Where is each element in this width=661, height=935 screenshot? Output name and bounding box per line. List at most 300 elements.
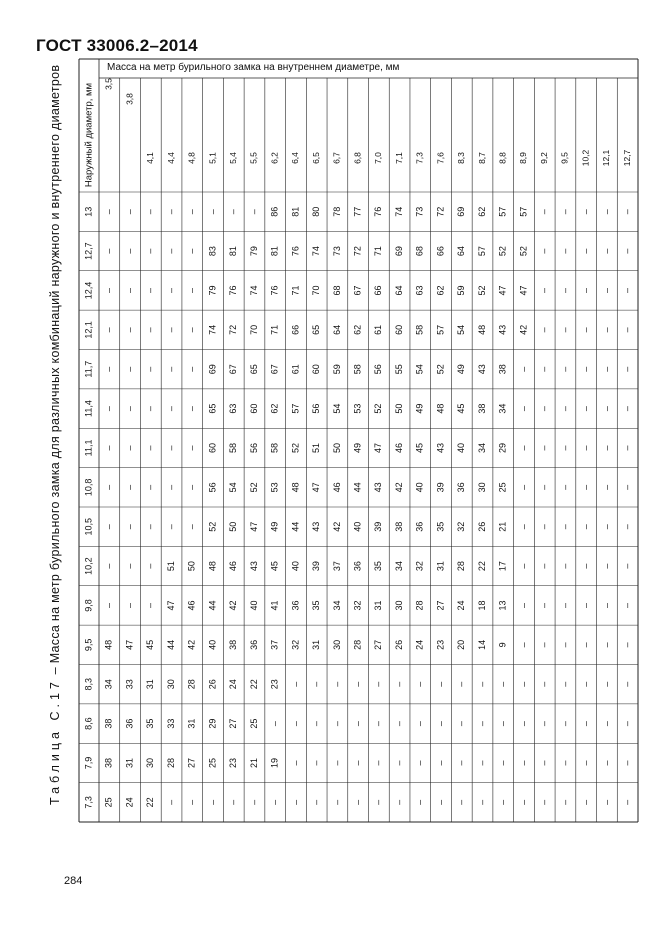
table-cell: – xyxy=(601,287,612,293)
table-cell: 28 xyxy=(456,561,467,572)
table-cell: 64 xyxy=(393,285,404,296)
outer-diameter-label: 4,8 xyxy=(186,152,197,164)
inner-diameter-label: 11,1 xyxy=(83,439,94,457)
table-cell: 81 xyxy=(228,246,239,257)
table-cell: 81 xyxy=(269,246,280,257)
table-cell: – xyxy=(559,366,570,372)
table-cell: – xyxy=(165,209,176,215)
table-cell: – xyxy=(539,721,550,727)
inner-diameter-label: 12,7 xyxy=(83,242,94,260)
table-cell: – xyxy=(228,799,239,805)
table-cell: 61 xyxy=(373,324,384,335)
table-cell: – xyxy=(331,760,342,766)
table-cell: – xyxy=(497,799,508,805)
table-cell: 30 xyxy=(145,757,156,768)
table-cell: 50 xyxy=(331,442,342,453)
table-cell: – xyxy=(165,366,176,372)
outer-diameter-label: 9,5 xyxy=(559,152,570,164)
table-cell: 40 xyxy=(456,442,467,453)
table-cell: 57 xyxy=(497,206,508,217)
inner-diameter-label: 7,3 xyxy=(83,796,94,809)
table-cell: – xyxy=(456,681,467,687)
table-cell: 40 xyxy=(248,600,259,611)
outer-diameter-label: 8,9 xyxy=(518,152,529,164)
table-cell: 66 xyxy=(290,324,301,335)
inner-diameter-label: 7,9 xyxy=(83,756,94,770)
table-cell: 26 xyxy=(476,521,487,532)
outer-diameter-label: 5,5 xyxy=(248,152,259,164)
table-cell: – xyxy=(124,248,135,254)
table-cell: 25 xyxy=(248,718,259,729)
table-cell: 37 xyxy=(269,639,280,650)
table-cell: 34 xyxy=(103,679,114,690)
table-cell: 63 xyxy=(414,285,425,296)
table-cell: – xyxy=(352,721,363,727)
table-cell: – xyxy=(601,524,612,530)
table-cell: – xyxy=(145,287,156,293)
table-cell: 36 xyxy=(414,521,425,532)
table-cell: 31 xyxy=(124,757,135,768)
table-cell: 83 xyxy=(207,246,218,257)
table-cell: 80 xyxy=(311,206,322,217)
table-cell: 25 xyxy=(497,482,508,493)
table-cell: – xyxy=(559,327,570,333)
table-cell: – xyxy=(580,209,591,215)
table-cell: 43 xyxy=(373,482,384,493)
table-cell: 74 xyxy=(393,206,404,217)
table-cell: 68 xyxy=(331,285,342,296)
table-cell: 46 xyxy=(393,442,404,453)
table-cell: 34 xyxy=(393,561,404,572)
inner-diameter-label: 10,2 xyxy=(83,557,94,575)
table-cell: 57 xyxy=(435,324,446,335)
table-cell: 79 xyxy=(248,246,259,257)
inner-diameter-label: 12,4 xyxy=(83,281,94,300)
table-cell: 36 xyxy=(352,561,363,572)
table-cell: 70 xyxy=(311,285,322,296)
table-cell: – xyxy=(476,799,487,805)
table-cell: 60 xyxy=(393,324,404,335)
table-cell: 33 xyxy=(165,718,176,729)
table-cell: – xyxy=(186,799,197,805)
table-cell: – xyxy=(290,721,301,727)
table-cell: – xyxy=(248,209,259,215)
table-cell: – xyxy=(145,327,156,333)
table-cell: 32 xyxy=(352,600,363,611)
table-cell: 51 xyxy=(165,561,176,572)
table-caption-label: Таблица С.17 xyxy=(48,678,62,805)
table-cell: 45 xyxy=(456,403,467,414)
table-cell: – xyxy=(559,721,570,727)
table-cell: – xyxy=(414,721,425,727)
inner-diameter-label: 9,8 xyxy=(83,599,94,612)
table-cell: – xyxy=(124,327,135,333)
table-cell: 86 xyxy=(269,206,280,217)
table-cell: – xyxy=(145,366,156,372)
table-cell: 34 xyxy=(476,442,487,453)
table-cell: – xyxy=(414,760,425,766)
table-cell: 40 xyxy=(207,639,218,650)
inner-diameter-label: 10,8 xyxy=(83,478,94,497)
table-cell: – xyxy=(124,366,135,372)
table-cell: 37 xyxy=(331,561,342,572)
table-cell: – xyxy=(601,563,612,569)
table-cell: – xyxy=(414,799,425,805)
table-cell: 28 xyxy=(186,679,197,690)
table-cell: – xyxy=(518,799,529,805)
table-cell: – xyxy=(207,799,218,805)
table-cell: 44 xyxy=(352,482,363,493)
table-cell: – xyxy=(518,524,529,530)
table-cell: – xyxy=(269,799,280,805)
table-cell: 28 xyxy=(414,600,425,611)
table-cell: 77 xyxy=(352,206,363,217)
table-cell: 26 xyxy=(207,679,218,690)
table-cell: 24 xyxy=(228,679,239,690)
inner-diameter-label: 9,5 xyxy=(83,638,94,652)
table-cell: – xyxy=(103,445,114,451)
table-cell: – xyxy=(539,209,550,215)
table-cell: – xyxy=(311,799,322,805)
table-cell: 50 xyxy=(228,521,239,532)
outer-diameter-label: 5,4 xyxy=(228,152,238,164)
table-cell: 38 xyxy=(228,639,239,650)
table-cell: 58 xyxy=(414,324,425,335)
table-cell: 60 xyxy=(311,364,322,375)
table-cell: – xyxy=(497,681,508,687)
table-cell: – xyxy=(373,681,384,687)
table-cell: – xyxy=(580,406,591,412)
table-cell: – xyxy=(186,366,197,372)
table-cell: 65 xyxy=(248,364,259,375)
outer-diameter-label: 6,2 xyxy=(269,152,280,164)
table-cell: – xyxy=(622,366,633,372)
table-cell: 52 xyxy=(248,482,259,493)
table-cell: 47 xyxy=(165,600,176,611)
table-cell: – xyxy=(186,248,197,254)
table-cell: 29 xyxy=(207,718,218,729)
table-cell: – xyxy=(622,681,633,687)
table-cell: – xyxy=(124,524,135,530)
table-cell: 50 xyxy=(393,403,404,414)
table-cell: – xyxy=(518,721,529,727)
table-cell: 73 xyxy=(414,206,425,217)
table-cell: 36 xyxy=(290,600,301,611)
outer-diameter-label: 7,0 xyxy=(373,152,384,164)
table-cell: 52 xyxy=(476,285,487,296)
table-cell: – xyxy=(622,209,633,215)
table-cell: 48 xyxy=(103,639,114,650)
table-cell: – xyxy=(539,406,550,412)
table-cell: – xyxy=(393,681,404,687)
table-cell: – xyxy=(435,681,446,687)
table-cell: 47 xyxy=(124,639,135,650)
table-cell: – xyxy=(622,524,633,530)
table-cell: 74 xyxy=(311,246,322,257)
table-cell: 18 xyxy=(476,600,487,611)
table-cell: 54 xyxy=(228,482,239,493)
outer-diameter-label: 10,2 xyxy=(580,149,591,167)
table-cell: 47 xyxy=(248,521,259,532)
table-cell: – xyxy=(393,799,404,805)
table-cell: 68 xyxy=(414,246,425,257)
table-caption-text: – Масса на метр бурильного замка для различных комбинаций наружного и внутреннего диаметров xyxy=(48,64,62,675)
table-cell: 27 xyxy=(186,757,197,768)
table-cell: 56 xyxy=(207,482,218,493)
table-cell: 26 xyxy=(393,639,404,650)
table-cell: – xyxy=(559,445,570,451)
table-cell: 46 xyxy=(186,600,197,611)
table-cell: 79 xyxy=(207,285,218,296)
table-cell: – xyxy=(331,721,342,727)
table-cell: – xyxy=(539,563,550,569)
table-cell: – xyxy=(580,760,591,766)
table-cell: 62 xyxy=(269,403,280,414)
table-cell: 56 xyxy=(248,442,259,453)
outer-diameter-label: 6,7 xyxy=(331,152,342,164)
table-cell: – xyxy=(124,287,135,293)
table-cell: 38 xyxy=(103,757,114,768)
table-cell: – xyxy=(601,484,612,490)
table-cell: 36 xyxy=(248,639,259,650)
table-cell: 43 xyxy=(248,561,259,572)
table-cell: – xyxy=(559,248,570,254)
table-cell: 58 xyxy=(352,364,363,375)
table-cell: 36 xyxy=(124,718,135,729)
table-cell: 49 xyxy=(269,521,280,532)
table-cell: 45 xyxy=(269,561,280,572)
table-cell: – xyxy=(518,760,529,766)
table-cell: – xyxy=(559,287,570,293)
table-cell: – xyxy=(580,327,591,333)
table-cell: – xyxy=(165,406,176,412)
table-cell: – xyxy=(186,327,197,333)
table-cell: 31 xyxy=(145,679,156,690)
outer-diameter-label: 3,5 xyxy=(103,78,114,90)
table-cell: – xyxy=(539,484,550,490)
table-cell: – xyxy=(145,563,156,569)
table-cell: – xyxy=(331,799,342,805)
table-cell: 38 xyxy=(497,364,508,375)
table-cell: 51 xyxy=(311,442,322,453)
table-cell: 33 xyxy=(124,679,135,690)
table-cell: 49 xyxy=(456,364,467,375)
table-cell: 38 xyxy=(103,718,114,729)
table-cell: 31 xyxy=(435,561,446,572)
table-cell: – xyxy=(518,681,529,687)
table-cell: 63 xyxy=(228,403,239,414)
table-cell: – xyxy=(269,721,280,727)
outer-diameter-header: Наружный диаметр, мм xyxy=(83,82,95,188)
table-cell: 59 xyxy=(331,364,342,375)
table-cell: 81 xyxy=(290,206,301,217)
table-cell: – xyxy=(311,721,322,727)
table-cell: – xyxy=(373,799,384,805)
table-cell: – xyxy=(622,642,633,648)
table-cell: 24 xyxy=(414,639,425,650)
table-cell: 61 xyxy=(290,364,301,375)
table-cell: – xyxy=(103,563,114,569)
table-cell: – xyxy=(580,602,591,608)
table-cell: 76 xyxy=(269,285,280,296)
table-cell: 40 xyxy=(414,482,425,493)
table-cell: – xyxy=(186,524,197,530)
table-cell: – xyxy=(559,563,570,569)
table-cell: 35 xyxy=(373,561,384,572)
table-cell: – xyxy=(352,760,363,766)
table-cell: 35 xyxy=(311,600,322,611)
table-cell: – xyxy=(539,287,550,293)
inner-diameter-label: 11,4 xyxy=(83,400,94,417)
table-cell: 9 xyxy=(497,642,508,648)
table-cell: 43 xyxy=(497,324,508,335)
table-cell: 56 xyxy=(311,403,322,414)
table-cell: 70 xyxy=(248,324,259,335)
table-cell: 53 xyxy=(352,403,363,414)
table-cell: – xyxy=(539,681,550,687)
table-cell: – xyxy=(580,642,591,648)
inner-diameter-label: 13 xyxy=(83,206,94,217)
table-cell: – xyxy=(145,445,156,451)
table-cell: – xyxy=(165,445,176,451)
table-cell: – xyxy=(580,445,591,451)
table-cell: – xyxy=(165,287,176,293)
table-cell: – xyxy=(559,406,570,412)
table-cell: 49 xyxy=(414,403,425,414)
table-cell: 54 xyxy=(331,403,342,414)
table-cell: 48 xyxy=(207,561,218,572)
table-cell: – xyxy=(103,524,114,530)
table-cell: – xyxy=(290,760,301,766)
table-cell: – xyxy=(124,563,135,569)
outer-diameter-label: 7,1 xyxy=(393,152,404,164)
outer-diameter-label: 7,3 xyxy=(414,152,425,164)
table-cell: – xyxy=(414,681,425,687)
table-cell: – xyxy=(207,209,218,215)
table-cell: 64 xyxy=(331,324,342,335)
table-cell: – xyxy=(248,799,259,805)
table-cell: – xyxy=(601,406,612,412)
table-cell: 47 xyxy=(311,482,322,493)
table-cell: 78 xyxy=(331,206,342,217)
table-cell: 47 xyxy=(497,285,508,296)
table-cell: 28 xyxy=(352,639,363,650)
table-cell: – xyxy=(580,563,591,569)
table-cell: 52 xyxy=(518,246,529,257)
table-cell: – xyxy=(145,209,156,215)
table-cell: 47 xyxy=(518,285,529,296)
table-cell: 48 xyxy=(435,403,446,414)
table-cell: 49 xyxy=(352,442,363,453)
table-cell: – xyxy=(539,524,550,530)
outer-diameter-label: 6,8 xyxy=(352,152,363,164)
table-cell: – xyxy=(186,287,197,293)
table-cell: – xyxy=(518,602,529,608)
outer-diameter-label: 8,8 xyxy=(497,152,508,164)
table-cell: – xyxy=(186,406,197,412)
table-cell: – xyxy=(103,602,114,608)
table-cell: – xyxy=(622,445,633,451)
table-cell: 52 xyxy=(497,246,508,257)
table-cell: 58 xyxy=(228,442,239,453)
table-cell: – xyxy=(165,524,176,530)
table-cell: 62 xyxy=(476,206,487,217)
table-cell: – xyxy=(435,721,446,727)
table-cell: 23 xyxy=(269,679,280,690)
table-cell: – xyxy=(601,681,612,687)
table-cell: 42 xyxy=(186,639,197,650)
table-cell: 38 xyxy=(476,403,487,414)
table-cell: 47 xyxy=(373,442,384,453)
table-cell: – xyxy=(124,406,135,412)
table-cell: 44 xyxy=(165,639,176,650)
table-cell: – xyxy=(103,484,114,490)
table-cell: – xyxy=(476,721,487,727)
table-cell: 69 xyxy=(393,246,404,257)
table-cell: 67 xyxy=(269,364,280,375)
table-cell: 69 xyxy=(456,206,467,217)
table-cell: – xyxy=(145,484,156,490)
table-cell: – xyxy=(601,327,612,333)
table-cell: 42 xyxy=(393,482,404,493)
table-cell: 58 xyxy=(269,442,280,453)
table-cell: – xyxy=(559,760,570,766)
table-cell: – xyxy=(539,760,550,766)
table-cell: – xyxy=(145,248,156,254)
outer-diameter-label: 5,1 xyxy=(207,152,218,164)
table-cell: 17 xyxy=(497,561,508,572)
table-cell: 73 xyxy=(331,246,342,257)
table-cell: – xyxy=(476,681,487,687)
table-cell: – xyxy=(559,602,570,608)
table-cell: 39 xyxy=(373,521,384,532)
table-cell: – xyxy=(186,209,197,215)
table-cell: 57 xyxy=(518,206,529,217)
table-cell: 22 xyxy=(145,797,156,808)
table-cell: – xyxy=(165,799,176,805)
table-cell: 55 xyxy=(393,364,404,375)
inner-diameter-label: 12,1 xyxy=(83,321,94,339)
table-cell: 22 xyxy=(476,561,487,572)
table-cell: – xyxy=(373,721,384,727)
table-cell: – xyxy=(456,721,467,727)
table-cell: 52 xyxy=(207,521,218,532)
table-cell: 59 xyxy=(456,285,467,296)
table-cell: – xyxy=(559,642,570,648)
table-cell: – xyxy=(559,799,570,805)
table-cell: – xyxy=(601,445,612,451)
table-cell: 27 xyxy=(435,600,446,611)
outer-diameter-label: 4,1 xyxy=(145,152,156,164)
table-cell: – xyxy=(580,524,591,530)
table-cell: 52 xyxy=(435,364,446,375)
table-cell: – xyxy=(601,602,612,608)
inner-diameter-label: 10,5 xyxy=(83,517,94,536)
table-cell: – xyxy=(311,760,322,766)
table-cell: 19 xyxy=(269,757,280,768)
table-cell: 28 xyxy=(165,757,176,768)
table-cell: 44 xyxy=(290,521,301,532)
table-cell: – xyxy=(601,248,612,254)
table-cell: 52 xyxy=(290,442,301,453)
table-cell: – xyxy=(165,248,176,254)
table-cell: 65 xyxy=(207,403,218,414)
table-cell: – xyxy=(124,602,135,608)
table-cell: 65 xyxy=(311,324,322,335)
table-cell: – xyxy=(622,760,633,766)
table-cell: 43 xyxy=(476,364,487,375)
outer-diameter-label: 3,8 xyxy=(124,93,135,105)
